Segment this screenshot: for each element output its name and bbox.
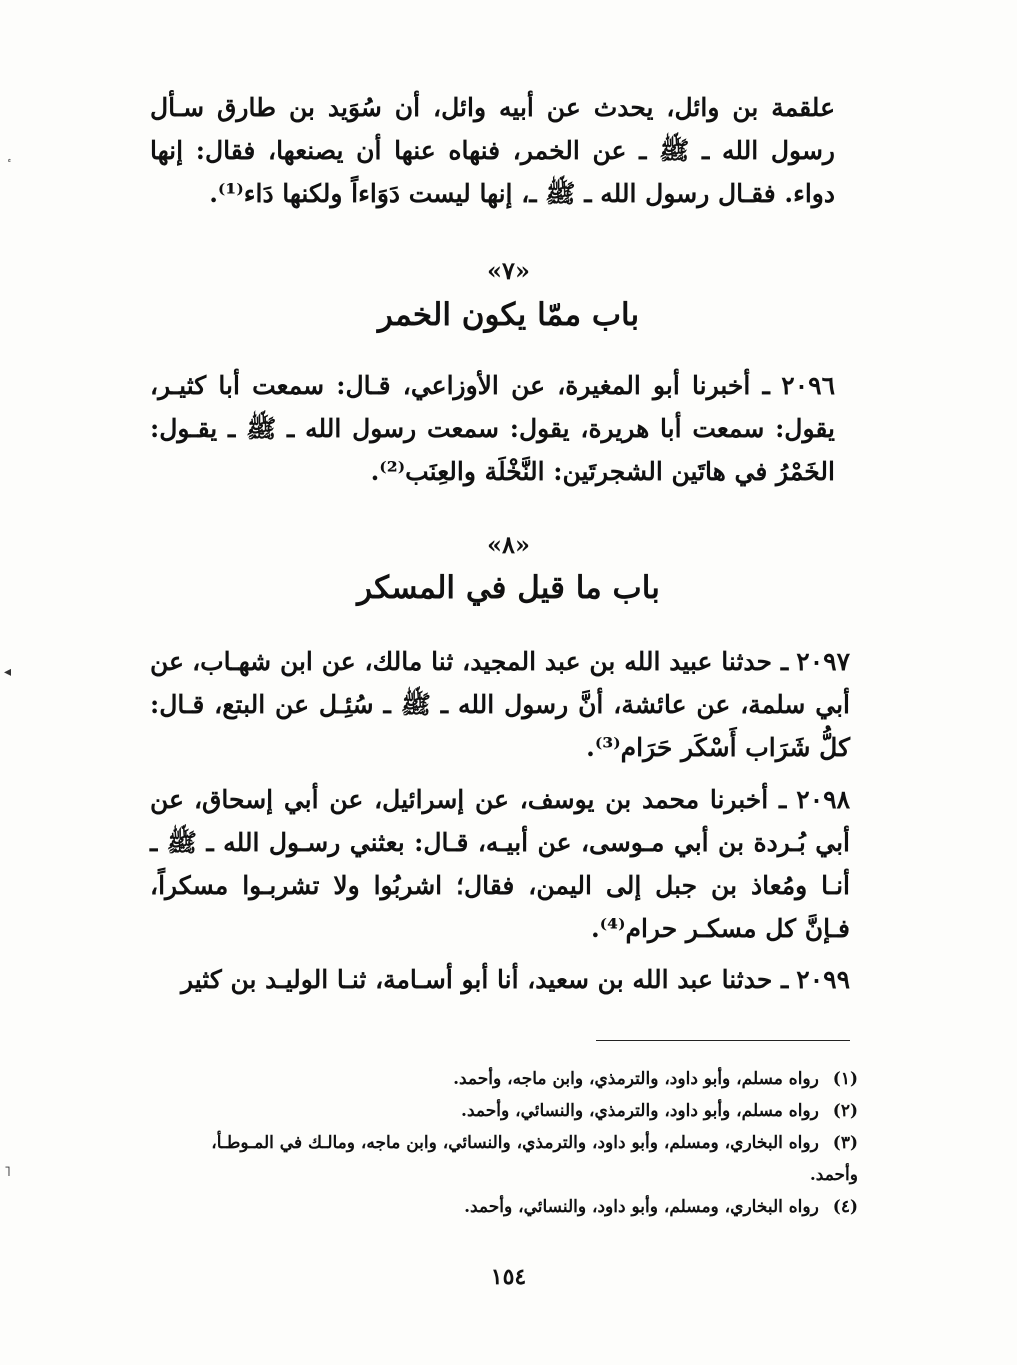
intro-text: علقمة بن وائل، يحدث عن أبيه وائل، أن سُوَيد بن طارق سـأل رسول الله ـ ﷺ ـ عن الخمر، فنهاه عنها أن يصنعها، فقال: إنها دواء. فقـال رسول الله ـ ﷺ ـ، إنها ليست دَوَاءاً ولكنها دَاء⁽¹⁾.	[150, 93, 835, 208]
hadith-2096-lead: ـ أخبرنا أبو المغيرة، عن الأوزاعي، قـال: سمعت أبا كثيـر،	[150, 371, 770, 400]
chapter-7-title: باب ممّا يكون الخمر	[377, 297, 640, 333]
footnote-marker: (٢)	[832, 1101, 858, 1121]
footnote-marker: (٣)	[832, 1133, 858, 1153]
hadith-2099-number: ٢٠٩٩	[796, 965, 850, 994]
scan-mark-icon: ˥	[4, 1164, 11, 1180]
page-number: ١٥٤	[490, 1264, 527, 1290]
hadith-2096	[150, 364, 835, 493]
footnote-4	[158, 1191, 858, 1223]
footnote-3	[158, 1127, 858, 1191]
hadith-2098-text: عن أبي بُـردة بن أبي مـوسى، عن أبيـه، قـال: بعثني رسـول الله ـ ﷺ ـ أنـا ومُعاذ بن جبل إلى اليمن، فقال؛ اشربُوا ولا تشربـوا مسكراً، فـإنَّ كل مسكـر حرام⁽⁴⁾.	[150, 785, 850, 943]
intro-paragraph	[150, 86, 835, 215]
footnote-text: رواه البخاري، ومسلم، وأبو داود، والترمذي، والنسائي، وابن ماجه، ومالـك في المـوطـأ، وأحمد.	[211, 1133, 858, 1185]
footnote-text: رواه البخاري، ومسلم، وأبو داود، والنسائي، وأحمد.	[464, 1197, 819, 1217]
hadith-2097-text: عن أبي سلمة، عن عائشة، أنَّ رسول الله ـ ﷺ ـ سُئِـل عن البتع، قـال: كلُّ شَرَاب أَسْكَر حَرَام⁽³⁾.	[150, 647, 850, 762]
hadith-2097	[150, 640, 850, 769]
footnotes	[158, 1063, 858, 1223]
footnote-marker: (٤)	[832, 1197, 858, 1217]
scan-mark-icon: ◂	[4, 664, 12, 680]
hadith-2098-number: ٢٠٩٨	[796, 785, 850, 814]
hadith-2099	[150, 958, 850, 1001]
hadith-2096-text: يقول: سمعت أبا هريرة، يقول: سمعت رسول الله ـ ﷺ ـ يقـول: الخَمْرُ في هاتَين الشجرتَين: النَّخْلَة والعِنَب⁽²⁾.	[150, 414, 835, 486]
footnote-marker: (١)	[832, 1069, 858, 1089]
hadith-2096-number: ٢٠٩٦	[781, 371, 835, 400]
hadith-2098-lead: ـ أخبرنا محمد بن يوسف، عن إسرائيل، عن أبي إسحاق،	[193, 785, 787, 814]
hadith-2099-lead: ـ حدثنا عبد الله بن سعيد، أنا أبو أسـامة، ثنـا الوليـد بن كثير	[180, 965, 789, 994]
chapter-8-title: باب ما قيل في المسكر	[357, 570, 660, 606]
footnote-2	[158, 1095, 858, 1127]
footnote-divider	[596, 1040, 850, 1041]
footnote-text: رواه مسلم، وأبو داود، والترمذي، وابن ماجه، وأحمد.	[453, 1069, 819, 1089]
chapter-7-number: «٧»	[487, 256, 530, 285]
footnote-text: رواه مسلم، وأبو داود، والترمذي، والنسائي، وأحمد.	[461, 1101, 819, 1121]
hadith-2098	[150, 778, 850, 950]
hadith-2097-number: ٢٠٩٧	[796, 647, 850, 676]
footnote-1	[158, 1063, 858, 1095]
hadith-2097-lead: ـ حدثنا عبيد الله بن عبد المجيد، ثنا مالك، عن ابن شهـاب،	[192, 647, 789, 676]
chapter-8-number: «٨»	[487, 530, 530, 559]
